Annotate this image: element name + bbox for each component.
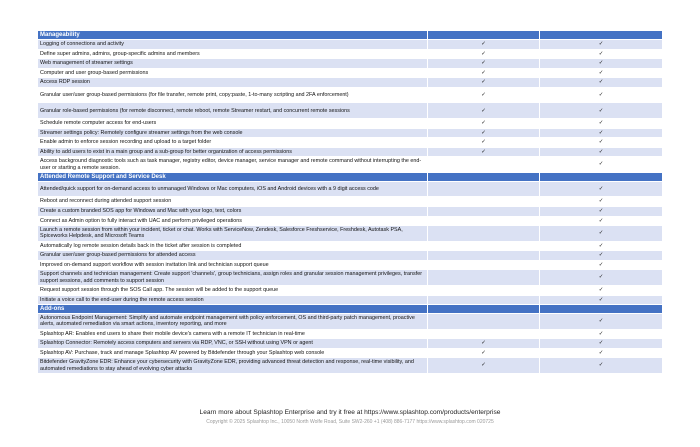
- feature-label: Computer and user group-based permissions: [38, 68, 428, 78]
- check-icon: ✓: [540, 314, 663, 330]
- table-row: [38, 241, 663, 251]
- table-row: [38, 103, 663, 119]
- table-row: [38, 270, 663, 286]
- section-title: Attended Remote Support and Service Desk: [38, 172, 428, 181]
- check-icon: ✓: [540, 128, 663, 138]
- feature-comparison-table: [37, 30, 662, 374]
- check-icon: ✓: [540, 118, 663, 128]
- feature-label: Splashtop AR: Enables end users to share their mobile device's camera with a remote IT technician in real-time: [38, 329, 428, 339]
- table-row: [38, 157, 663, 173]
- check-icon: [428, 181, 540, 197]
- feature-label: Enable admin to enforce session recording and upload to a target folder: [38, 138, 428, 148]
- check-icon: [428, 197, 540, 207]
- check-icon: ✓: [540, 87, 663, 103]
- check-icon: ✓: [540, 147, 663, 157]
- feature-label: Define super admins, admins, group-specific admins and members: [38, 49, 428, 59]
- check-icon: ✓: [540, 59, 663, 69]
- check-icon: [428, 314, 540, 330]
- table-row: [38, 295, 663, 305]
- table-row: [38, 216, 663, 226]
- check-icon: ✓: [540, 181, 663, 197]
- section-header-cell: [428, 31, 540, 40]
- check-icon: ✓: [428, 147, 540, 157]
- check-icon: ✓: [428, 40, 540, 50]
- check-icon: [428, 226, 540, 242]
- feature-label: Streamer settings policy: Remotely configure streamer settings from the web console: [38, 128, 428, 138]
- feature-label: Request support session through the SOS Call app. The session will be added to the support queue: [38, 285, 428, 295]
- feature-label: Splashtop AV: Purchase, track and manage Splashtop AV powered by Bitdefender through your Splashtop web console: [38, 348, 428, 358]
- feature-label: Launch a remote session from within your incident, ticket or chat. Works with ServiceNow, Zendesk, Salesforce Freshservice, Freshdesk, Autotask PSA, Spiceworks Helpdesk, and Microsoft Teams: [38, 226, 428, 242]
- feature-label: Automatically log remote session details back in the ticket after session is completed: [38, 241, 428, 251]
- feature-label: Reboot and reconnect during attended support session: [38, 197, 428, 207]
- section-header-cell: [428, 172, 540, 181]
- check-icon: ✓: [428, 348, 540, 358]
- feature-label: Attended/quick support for on-demand access to unmanaged Windows or Mac computers, iOS and Android devices with a 9 digit access code: [38, 181, 428, 197]
- section-header: [38, 305, 663, 314]
- table-row: [38, 147, 663, 157]
- check-icon: ✓: [540, 68, 663, 78]
- table-row: [38, 128, 663, 138]
- check-icon: ✓: [540, 197, 663, 207]
- check-icon: ✓: [540, 216, 663, 226]
- feature-label: Create a custom branded SOS app for Windows and Mac with your logo, text, colors: [38, 206, 428, 216]
- section-header-cell: [428, 305, 540, 314]
- section-header-cell: [540, 31, 663, 40]
- feature-label: Splashtop Connector: Remotely access computers and servers via RDP, VNC, or SSH without using VPN or agent: [38, 339, 428, 349]
- check-icon: ✓: [540, 49, 663, 59]
- check-icon: ✓: [540, 270, 663, 286]
- check-icon: ✓: [540, 157, 663, 173]
- check-icon: ✓: [540, 206, 663, 216]
- table-row: [38, 138, 663, 148]
- check-icon: ✓: [540, 348, 663, 358]
- check-icon: ✓: [540, 241, 663, 251]
- feature-label: Support channels and technician management: Create support 'channels', group technicians, assign roles and granular session management privileges, transfer support sessions, add comments to support session: [38, 270, 428, 286]
- check-icon: [428, 329, 540, 339]
- feature-table: [37, 30, 663, 374]
- check-icon: ✓: [428, 118, 540, 128]
- feature-label: Connect as Admin option to fully interact with UAC and perform privileged operations: [38, 216, 428, 226]
- section-header-cell: [540, 305, 663, 314]
- feature-label: Bitdefender GravityZone EDR: Enhance your cybersecurity with GravityZone EDR, providing advanced threat detection and response, real-time visibility, and automated remediations to stay ahead of evolving cyber attacks: [38, 358, 428, 374]
- check-icon: [428, 260, 540, 270]
- table-row: [38, 339, 663, 349]
- table-row: [38, 59, 663, 69]
- check-icon: [428, 285, 540, 295]
- table-row: [38, 358, 663, 374]
- check-icon: ✓: [428, 138, 540, 148]
- check-icon: ✓: [428, 87, 540, 103]
- check-icon: [428, 216, 540, 226]
- section-header-cell: [540, 172, 663, 181]
- check-icon: ✓: [428, 358, 540, 374]
- table-row: [38, 118, 663, 128]
- feature-label: Web management of streamer settings: [38, 59, 428, 69]
- check-icon: [428, 270, 540, 286]
- check-icon: ✓: [540, 78, 663, 88]
- feature-label: Logging of connections and activity: [38, 40, 428, 50]
- check-icon: ✓: [428, 49, 540, 59]
- section-header: [38, 172, 663, 181]
- check-icon: ✓: [540, 339, 663, 349]
- check-icon: ✓: [540, 138, 663, 148]
- feature-label: Granular user/user group-based permissions (for file transfer, remote print, copy:paste, 1-to-many scripting and 2FA enforcement): [38, 87, 428, 103]
- section-header: [38, 31, 663, 40]
- table-row: [38, 68, 663, 78]
- feature-label: Initiate a voice call to the end-user during the remote access session: [38, 295, 428, 305]
- table-row: [38, 285, 663, 295]
- feature-label: Granular user/user group-based permissions for attended access: [38, 251, 428, 261]
- table-row: [38, 206, 663, 216]
- feature-label: Autonomous Endpoint Management: Simplify and automate endpoint management with policy enforcement, OS and third-party patch management, proactive alerts, automated remediation via smart actions, inventory reporting, and more: [38, 314, 428, 330]
- table-row: [38, 314, 663, 330]
- check-icon: ✓: [540, 103, 663, 119]
- check-icon: ✓: [428, 68, 540, 78]
- check-icon: ✓: [540, 40, 663, 50]
- check-icon: ✓: [540, 251, 663, 261]
- feature-label: Schedule remote computer access for end-users: [38, 118, 428, 128]
- copyright-text: Copyright © 2025 Splashtop Inc., 10050 North Wolfe Road, Suite SW2-260 +1 (408) 886-7177 https://www.splashtop.com 020725: [206, 419, 494, 425]
- table-row: [38, 197, 663, 207]
- check-icon: ✓: [428, 59, 540, 69]
- feature-label: Access background diagnostic tools such as task manager, registry editor, device manager, service manager and remote command without interrupting the end-user or starting a remote session.: [38, 157, 428, 173]
- table-row: [38, 49, 663, 59]
- check-icon: [428, 295, 540, 305]
- check-icon: ✓: [428, 103, 540, 119]
- check-icon: ✓: [540, 329, 663, 339]
- check-icon: [428, 206, 540, 216]
- check-icon: [428, 241, 540, 251]
- table-row: [38, 348, 663, 358]
- check-icon: [428, 157, 540, 173]
- learn-more-text: Learn more about Splashtop Enterprise and try it free at https://www.splashtop.com/products/enterprise: [199, 409, 501, 416]
- check-icon: ✓: [428, 128, 540, 138]
- section-title: Manageability: [38, 31, 428, 40]
- table-row: [38, 40, 663, 50]
- check-icon: ✓: [540, 285, 663, 295]
- check-icon: ✓: [540, 226, 663, 242]
- check-icon: ✓: [540, 358, 663, 374]
- section-title: Add-ons: [38, 305, 428, 314]
- table-row: [38, 181, 663, 197]
- check-icon: ✓: [428, 339, 540, 349]
- check-icon: ✓: [540, 295, 663, 305]
- table-row: [38, 260, 663, 270]
- check-icon: ✓: [428, 78, 540, 88]
- table-row: [38, 78, 663, 88]
- table-row: [38, 87, 663, 103]
- check-icon: ✓: [540, 260, 663, 270]
- table-row: [38, 329, 663, 339]
- table-row: [38, 226, 663, 242]
- table-row: [38, 251, 663, 261]
- feature-label: Improved on-demand support workflow with session invitation link and technician support queue: [38, 260, 428, 270]
- feature-label: Access RDP session: [38, 78, 428, 88]
- feature-label: Granular role-based permissions (for remote disconnect, remote reboot, remote Streamer restart, and concurrent remote sessions: [38, 103, 428, 119]
- check-icon: [428, 251, 540, 261]
- feature-label: Ability to add users to exist in a main group and a sub-group for better organization of access permissions: [38, 147, 428, 157]
